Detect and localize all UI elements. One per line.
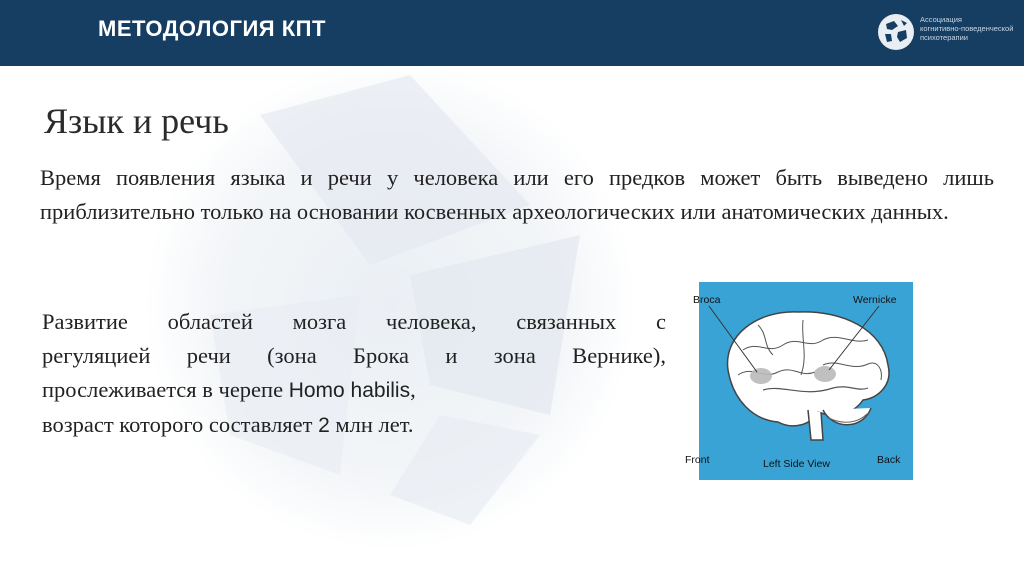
view-label: Left Side View [763,458,830,470]
paragraph-line: возраст которого составляет 2 млн лет. [42,412,414,437]
brain-illustration [683,280,913,480]
paragraph-line: Развитие областей мозга человека, связанных с [42,309,666,334]
brain-development-paragraph [42,305,666,443]
header-bar [0,0,1024,66]
broca-label: Broca [693,294,721,306]
intro-paragraph: Время появления языка и речи у человека или его предков может быть выведено лишь приблизительно только на основании косвенных археологических или анатомических данных. [40,165,994,224]
globe-logo-icon [876,12,916,52]
back-label: Back [877,454,901,466]
brain-diagram [683,280,913,480]
paragraph-line: регуляцией речи (зона Брока и зона Вернике), [42,343,666,368]
front-label: Front [685,454,710,466]
species-name: Homo habilis [288,379,411,402]
wernicke-area [814,366,836,382]
logo-text: Ассоциация когнитивно-поведенческой психотерапии [920,15,1014,42]
slide-title: Язык и речь [44,101,229,141]
header-title: МЕТОДОЛОГИЯ КПТ [98,16,326,41]
broca-area [750,368,772,384]
wernicke-label: Wernicke [853,294,897,306]
age-number: 2 [318,414,330,437]
paragraph-line: прослеживается в черепе Homo habilis, [42,377,416,402]
